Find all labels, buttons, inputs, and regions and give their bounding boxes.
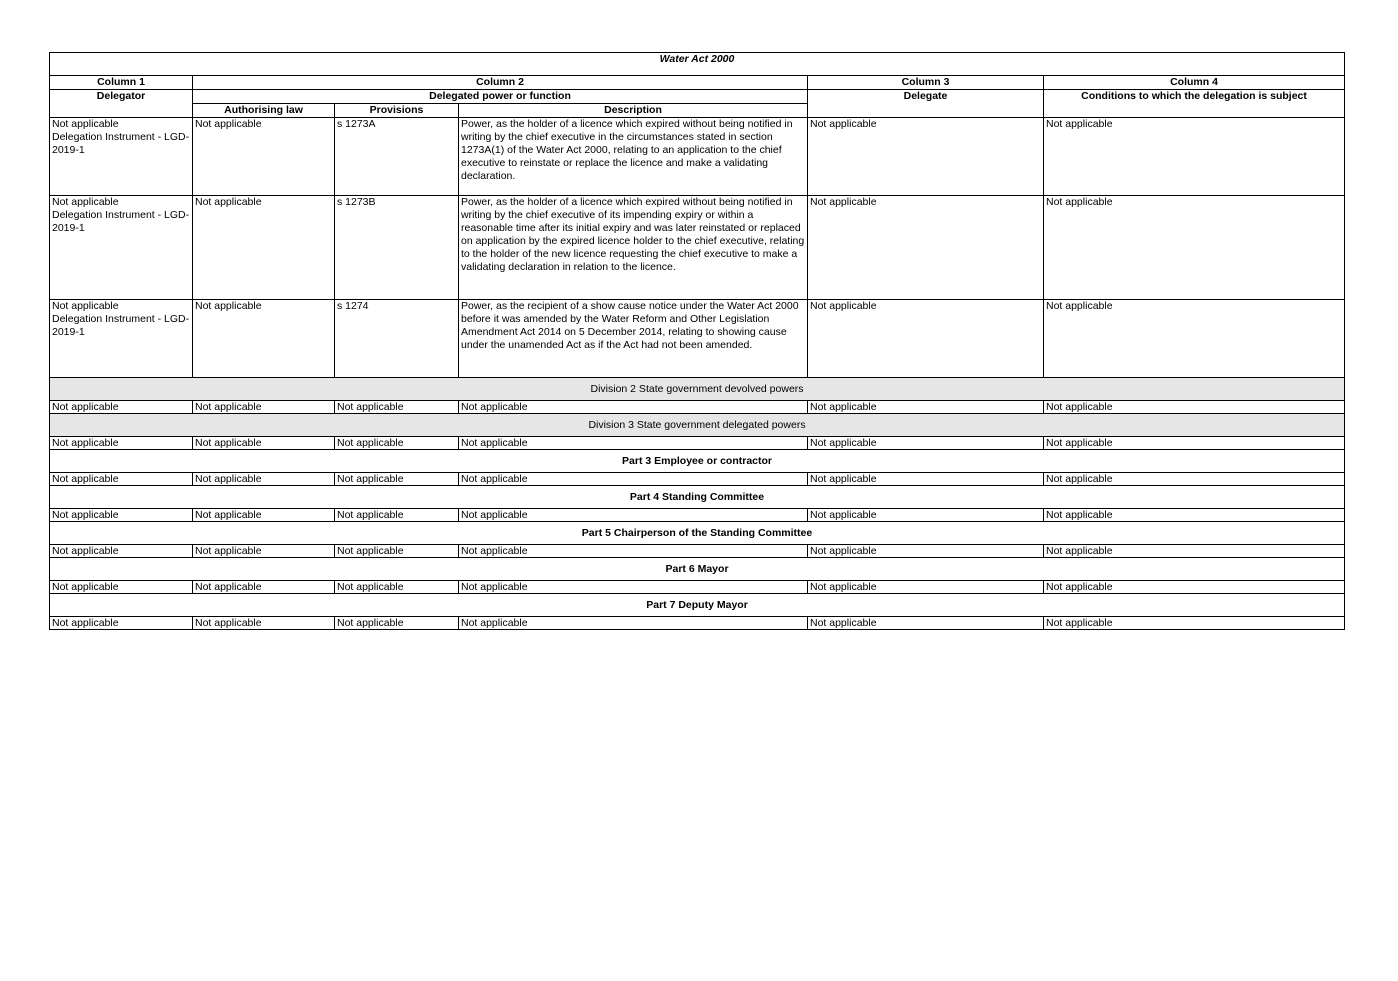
delegate-cell: Not applicable xyxy=(808,617,1044,630)
table-row xyxy=(50,300,1345,378)
description-cell: Not applicable xyxy=(459,581,808,594)
description-cell: Not applicable xyxy=(459,545,808,558)
section-title-part-7: Part 7 Deputy Mayor xyxy=(50,594,1345,617)
section-row xyxy=(50,450,1345,473)
header-column4: Column 4 xyxy=(1044,76,1345,90)
provisions-cell: Not applicable xyxy=(335,401,459,414)
authorising-law-cell: Not applicable xyxy=(193,300,335,378)
provisions-cell: Not applicable xyxy=(335,545,459,558)
authorising-law-cell: Not applicable xyxy=(193,581,335,594)
delegator-cell: Not applicable xyxy=(50,473,193,486)
conditions-cell: Not applicable xyxy=(1044,581,1345,594)
delegation-sheet xyxy=(49,52,1344,630)
delegate-cell: Not applicable xyxy=(808,401,1044,414)
section-row xyxy=(50,558,1345,581)
description-cell: Power, as the recipient of a show cause notice under the Water Act 2000 before it was amended by the Water Reform and Other Legislation Amendment Act 2014 on 5 December 2014, relating to showing cause under the unamended Act as if the Act had not been amended. xyxy=(459,300,808,378)
delegator-cell: Not applicable xyxy=(50,545,193,558)
delegator-cell: Not applicable xyxy=(50,509,193,522)
description-cell: Not applicable xyxy=(459,473,808,486)
section-row xyxy=(50,378,1345,401)
delegator-cell xyxy=(50,196,193,300)
section-row xyxy=(50,522,1345,545)
document-title: Water Act 2000 xyxy=(50,53,1345,76)
table-row xyxy=(50,545,1345,558)
section-title-part-5: Part 5 Chairperson of the Standing Committee xyxy=(50,522,1345,545)
description-cell: Not applicable xyxy=(459,617,808,630)
provisions-cell: Not applicable xyxy=(335,437,459,450)
table-row xyxy=(50,118,1345,196)
table-row xyxy=(50,437,1345,450)
description-cell: Not applicable xyxy=(459,401,808,414)
provisions-cell: s 1273B xyxy=(335,196,459,300)
header-column1: Column 1 xyxy=(50,76,193,90)
provisions-cell: s 1273A xyxy=(335,118,459,196)
delegate-cell: Not applicable xyxy=(808,300,1044,378)
section-title-division-3: Division 3 State government delegated powers xyxy=(50,414,1345,437)
delegate-cell: Not applicable xyxy=(808,545,1044,558)
header-column2: Column 2 xyxy=(193,76,808,90)
description-cell: Not applicable xyxy=(459,437,808,450)
conditions-cell: Not applicable xyxy=(1044,545,1345,558)
delegation-table xyxy=(49,52,1345,630)
header-description: Description xyxy=(459,104,808,118)
delegate-cell: Not applicable xyxy=(808,581,1044,594)
authorising-law-cell: Not applicable xyxy=(193,196,335,300)
authorising-law-cell: Not applicable xyxy=(193,437,335,450)
header-authorising-law: Authorising law xyxy=(193,104,335,118)
table-row xyxy=(50,509,1345,522)
section-title-part-4: Part 4 Standing Committee xyxy=(50,486,1345,509)
column-number-row xyxy=(50,76,1345,90)
delegator-cell: Not applicable xyxy=(50,617,193,630)
header-conditions: Conditions to which the delegation is subject xyxy=(1044,90,1345,118)
authorising-law-cell: Not applicable xyxy=(193,118,335,196)
delegator-instrument-text: Delegation Instrument - LGD-2019-1 xyxy=(52,313,190,338)
table-row xyxy=(50,401,1345,414)
delegator-cell: Not applicable xyxy=(50,401,193,414)
conditions-cell: Not applicable xyxy=(1044,617,1345,630)
authorising-law-cell: Not applicable xyxy=(193,545,335,558)
description-cell: Power, as the holder of a licence which expired without being notified in writing by the chief executive in the circumstances stated in section 1273A(1) of the Water Act 2000, relating to an application to the chief executive to reinstate or replace the licence and make a validating declaration. xyxy=(459,118,808,196)
provisions-cell: Not applicable xyxy=(335,617,459,630)
delegator-cell: Not applicable xyxy=(50,437,193,450)
table-row xyxy=(50,581,1345,594)
header-delegate: Delegate xyxy=(808,90,1044,118)
description-cell: Not applicable xyxy=(459,509,808,522)
provisions-cell: Not applicable xyxy=(335,473,459,486)
provisions-cell: s 1274 xyxy=(335,300,459,378)
conditions-cell: Not applicable xyxy=(1044,473,1345,486)
delegator-cell: Not applicable xyxy=(50,581,193,594)
section-row xyxy=(50,594,1345,617)
header-delegator: Delegator xyxy=(50,90,193,118)
conditions-cell: Not applicable xyxy=(1044,509,1345,522)
conditions-cell: Not applicable xyxy=(1044,401,1345,414)
title-row xyxy=(50,53,1345,76)
section-title-division-2: Division 2 State government devolved powers xyxy=(50,378,1345,401)
table-row xyxy=(50,617,1345,630)
authorising-law-cell: Not applicable xyxy=(193,473,335,486)
section-row xyxy=(50,414,1345,437)
section-row xyxy=(50,486,1345,509)
header-column3: Column 3 xyxy=(808,76,1044,90)
delegate-cell: Not applicable xyxy=(808,118,1044,196)
delegate-cell: Not applicable xyxy=(808,196,1044,300)
header-row-2 xyxy=(50,90,1345,104)
delegate-cell: Not applicable xyxy=(808,509,1044,522)
provisions-cell: Not applicable xyxy=(335,509,459,522)
delegate-cell: Not applicable xyxy=(808,473,1044,486)
header-delegated-power: Delegated power or function xyxy=(193,90,808,104)
conditions-cell: Not applicable xyxy=(1044,118,1345,196)
header-provisions: Provisions xyxy=(335,104,459,118)
delegator-text: Not applicable xyxy=(52,300,119,312)
table-row xyxy=(50,196,1345,300)
description-cell: Power, as the holder of a licence which expired without being notified in writing by the chief executive of its impending expiry or within a reasonable time after its initial expiry and was later reinstated or replaced on application by the expired licence holder to the chief executive, relating to the holder of the new licence requesting the chief executive to make a validating declaration in relation to the licence. xyxy=(459,196,808,300)
delegator-instrument-text: Delegation Instrument - LGD-2019-1 xyxy=(52,131,190,156)
table-row xyxy=(50,473,1345,486)
provisions-cell: Not applicable xyxy=(335,581,459,594)
delegator-cell xyxy=(50,118,193,196)
authorising-law-cell: Not applicable xyxy=(193,401,335,414)
authorising-law-cell: Not applicable xyxy=(193,509,335,522)
delegator-text: Not applicable xyxy=(52,196,119,208)
delegate-cell: Not applicable xyxy=(808,437,1044,450)
authorising-law-cell: Not applicable xyxy=(193,617,335,630)
section-title-part-3: Part 3 Employee or contractor xyxy=(50,450,1345,473)
conditions-cell: Not applicable xyxy=(1044,437,1345,450)
conditions-cell: Not applicable xyxy=(1044,196,1345,300)
delegator-cell xyxy=(50,300,193,378)
delegator-text: Not applicable xyxy=(52,118,119,130)
conditions-cell: Not applicable xyxy=(1044,300,1345,378)
section-title-part-6: Part 6 Mayor xyxy=(50,558,1345,581)
delegator-instrument-text: Delegation Instrument - LGD-2019-1 xyxy=(52,209,190,234)
